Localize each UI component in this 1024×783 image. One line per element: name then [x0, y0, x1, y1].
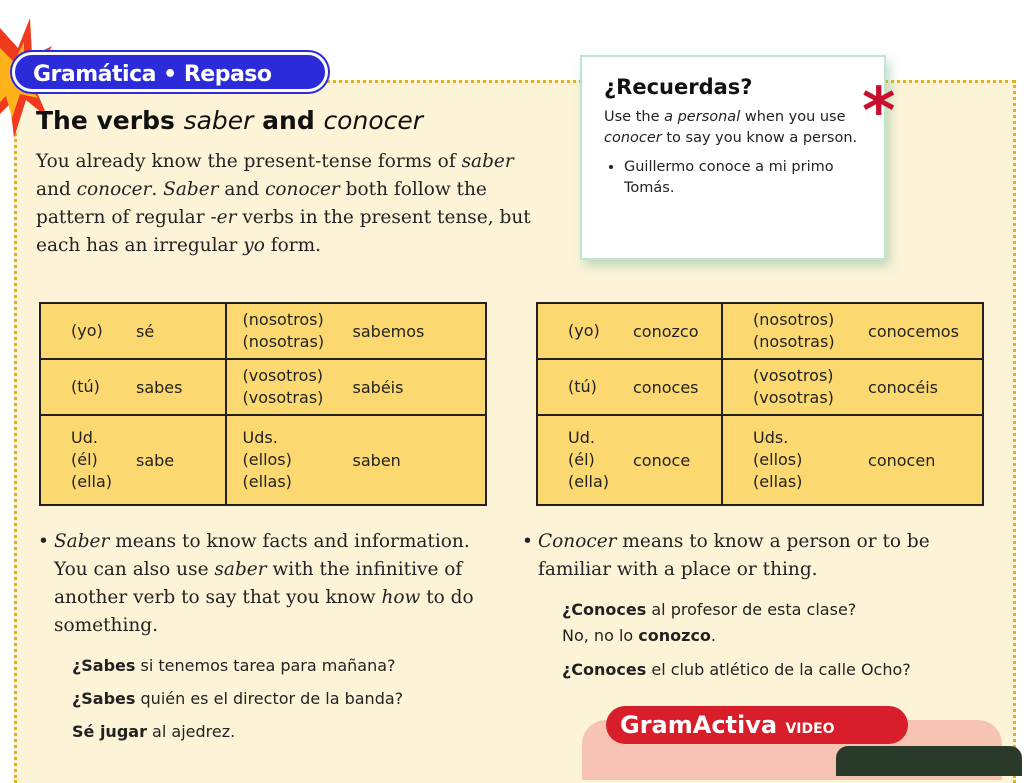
- recuerdas-box: [580, 55, 886, 260]
- table-row: (yo) sé (nosotros) (nosotras) sabemos: [40, 303, 486, 359]
- table-row: (tú) conoces (vosotros) (vosotras) conocéis: [537, 359, 983, 415]
- saber-conjugation-table: [39, 302, 487, 506]
- recuerdas-text: Use the a personal when you use conocer to say you know a person.: [604, 109, 858, 146]
- intro-paragraph: You already know the present-tense forms of saber and conocer. Saber and conocer both follow the pattern of regular -er verbs in the present tense, but each has an irregular yo form.: [36, 151, 531, 256]
- conocer-note: • Conocer means to know a person or to be familiar with a place or thing.: [522, 531, 930, 580]
- saber-example-3: Sé jugar al ajedrez.: [72, 722, 236, 741]
- title-verb-conocer: conocer: [323, 106, 424, 135]
- conocer-example-3: ¿Conoces el club atlético de la calle Ocho?: [562, 660, 911, 679]
- gramactiva-video-button[interactable]: GramActiva VIDEO: [606, 706, 908, 744]
- table-row: Ud. (él) (ella) sabe Uds. (ellos) (ellas) saben: [40, 415, 486, 505]
- section-tag-label: Gramática • Repaso: [33, 62, 272, 87]
- conocer-example-1: ¿Conoces al profesor de esta clase?: [562, 600, 857, 619]
- saber-note: • Saber means to know facts and information. You can also use saber with the infinitive of another verb to say that you know how to do something.: [38, 531, 474, 636]
- saber-example-1: ¿Sabes si tenemos tarea para mañana?: [72, 656, 396, 675]
- conocer-conjugation-table: [536, 302, 984, 506]
- table-row: (tú) sabes (vosotros) (vosotras) sabéis: [40, 359, 486, 415]
- recuerdas-heading: ¿Recuerdas?: [604, 75, 753, 99]
- section-tag: [12, 52, 328, 92]
- asterisk-icon: *: [862, 75, 896, 149]
- table-row: (yo) conozco (nosotros) (nosotras) conocemos: [537, 303, 983, 359]
- video-thumbnail[interactable]: [836, 746, 1022, 776]
- recuerdas-example-list: [604, 157, 862, 199]
- recuerdas-example: • Guillermo conoce a mi primo Tomás.: [624, 157, 862, 199]
- table-row: Ud. (él) (ella) conoce Uds. (ellos) (ellas) conocen: [537, 415, 983, 505]
- title-verb-saber: saber: [183, 106, 254, 135]
- page-title: The verbs saber and conocer: [36, 106, 424, 135]
- conocer-example-2: No, no lo conozco.: [562, 626, 717, 645]
- saber-example-2: ¿Sabes quién es el director de la banda?: [72, 689, 404, 708]
